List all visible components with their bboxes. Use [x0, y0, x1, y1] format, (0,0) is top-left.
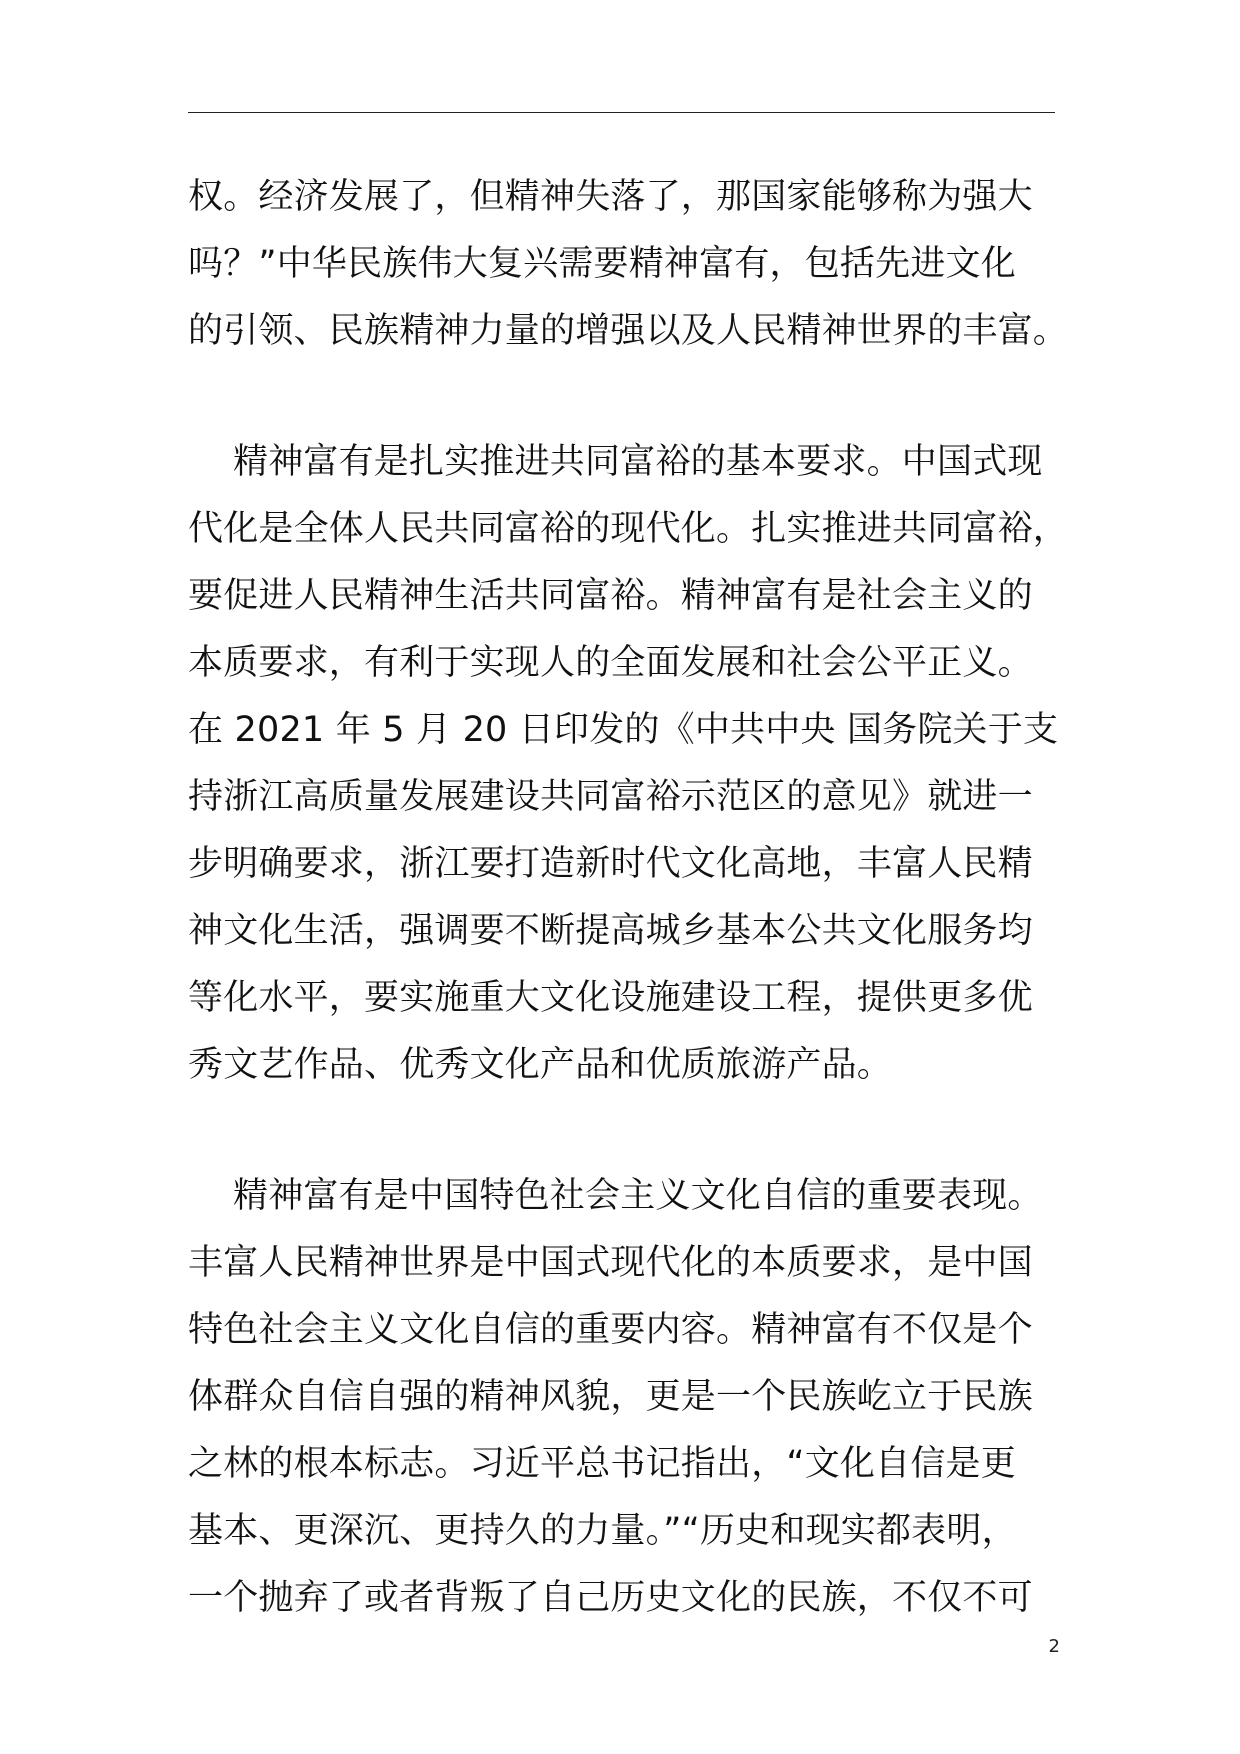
text-line: 在 2021 年 5 月 20 日印发的《中共中央 国务院关于支: [188, 710, 1059, 750]
paragraph-gap: [188, 1099, 1088, 1163]
paragraph-gap: [188, 365, 1088, 429]
text-line: 精神富有是中国特色社会主义文化自信的重要表现。: [233, 1176, 1043, 1216]
text-line: 的引领、民族精神力量的增强以及人民精神世界的丰富。: [188, 311, 1069, 351]
text-line: 等化水平，要实施重大文化设施建设工程，提供更多优: [188, 978, 1033, 1018]
text-line: 吗？”中华民族伟大复兴需要精神富有，包括先进文化: [188, 244, 1016, 284]
paragraph-1: [188, 164, 1088, 365]
paragraph-3: [188, 1163, 1088, 1632]
text-line: 精神富有是扎实推进共同富裕的基本要求。中国式现: [233, 442, 1043, 482]
text-line: 秀文艺作品、优秀文化产品和优质旅游产品。: [188, 1045, 893, 1085]
text-line: 丰富人民精神世界是中国式现代化的本质要求，是中国: [188, 1243, 1033, 1283]
text-line: 要促进人民精神生活共同富裕。精神富有是社会主义的: [188, 576, 1033, 616]
text-line: 步明确要求，浙江要打造新时代文化高地，丰富人民精: [188, 844, 1033, 884]
text-line: 特色社会主义文化自信的重要内容。精神富有不仅是个: [188, 1310, 1033, 1350]
header-rule: [188, 112, 1055, 113]
text-line: 之林的根本标志。习近平总书记指出，“文化自信是更: [188, 1444, 1016, 1484]
text-line: 代化是全体人民共同富裕的现代化。扎实推进共同富裕，: [188, 509, 1069, 549]
page-number: 2: [1048, 1636, 1060, 1657]
text-line: 本质要求，有利于实现人的全面发展和社会公平正义。: [188, 643, 1033, 683]
text-line: 体群众自信自强的精神风貌，更是一个民族屹立于民族: [188, 1377, 1033, 1417]
text-line: 神文化生活，强调要不断提高城乡基本公共文化服务均: [188, 911, 1033, 951]
body-text: [188, 164, 1088, 1632]
paragraph-2: [188, 429, 1088, 1099]
text-line: 基本、更深沉、更持久的力量。”“历史和现实都表明，: [188, 1511, 1017, 1551]
text-line: 一个抛弃了或者背叛了自己历史文化的民族，不仅不可: [188, 1578, 1033, 1618]
text-line: 权。经济发展了，但精神失落了，那国家能够称为强大: [188, 177, 1033, 217]
text-line: 持浙江高质量发展建设共同富裕示范区的意见》就进一: [188, 777, 1033, 817]
